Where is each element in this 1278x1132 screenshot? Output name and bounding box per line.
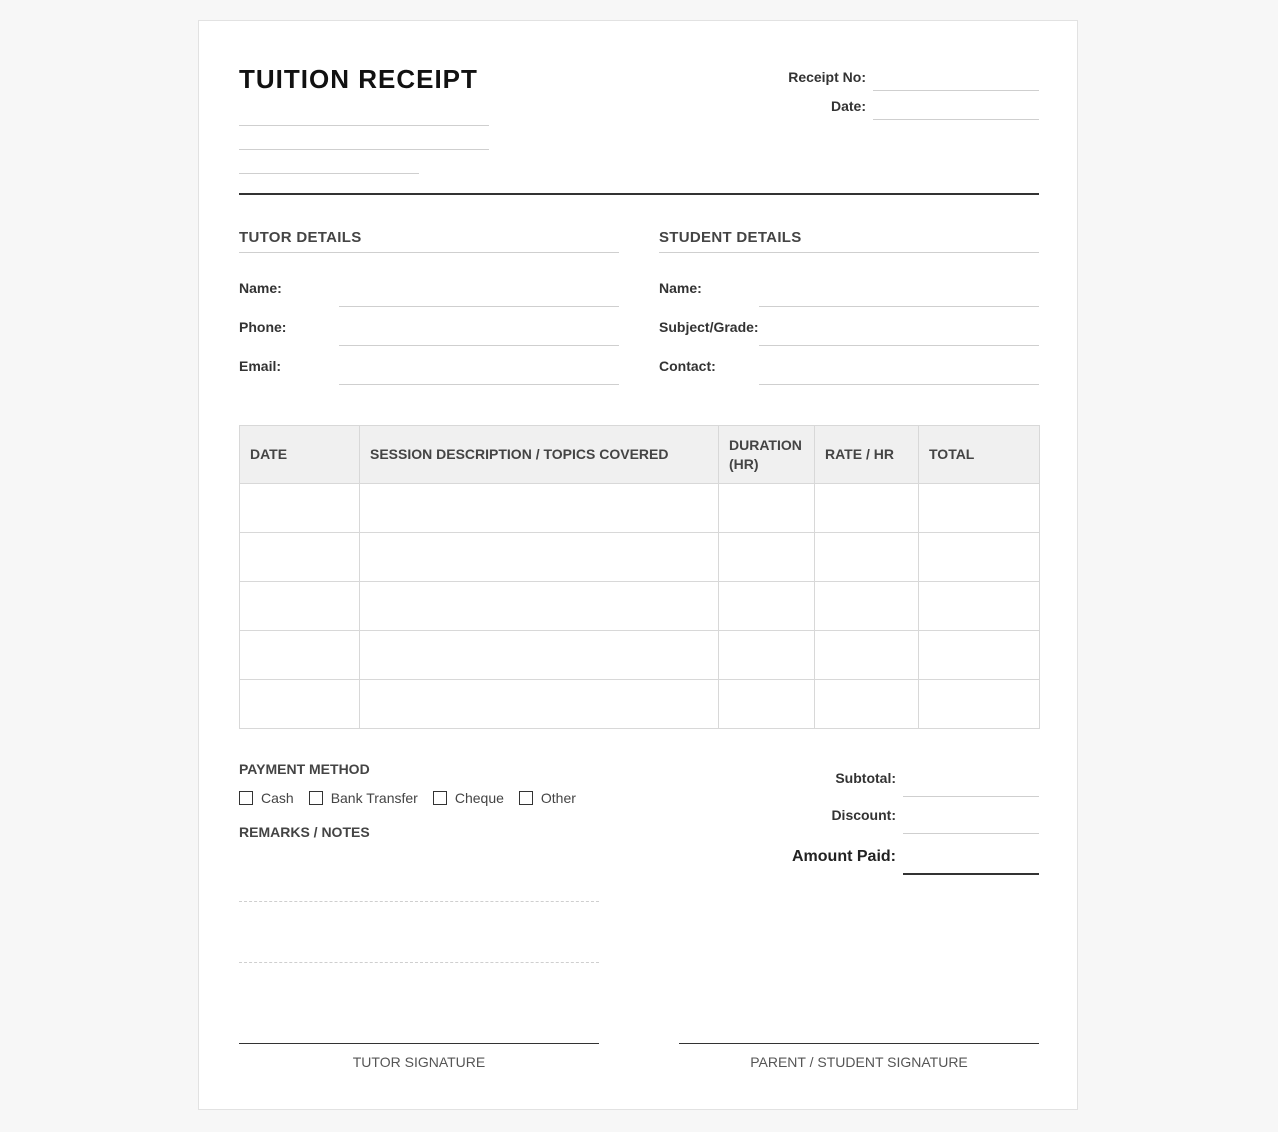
amount-paid-field[interactable]	[903, 873, 1039, 875]
student-subject-field[interactable]	[759, 345, 1039, 346]
receipt-title: TUITION RECEIPT	[239, 64, 478, 94]
payment-method-title: PAYMENT METHOD	[239, 761, 370, 777]
date-label: Date:	[830, 98, 866, 114]
remarks-line-2[interactable]	[239, 962, 599, 963]
tutor-signature-label: TUTOR SIGNATURE	[352, 1054, 486, 1070]
table-row	[240, 631, 1040, 680]
tutor-name-field[interactable]	[339, 306, 619, 307]
table-cell[interactable]	[719, 680, 815, 729]
business-line-1[interactable]	[239, 125, 489, 126]
remarks-line-1[interactable]	[239, 901, 599, 902]
student-subject-label: Subject/Grade:	[659, 319, 759, 335]
table-cell[interactable]	[919, 631, 1040, 680]
student-title-underline	[659, 252, 1039, 253]
sessions-table	[239, 425, 1040, 729]
subtotal-label: Subtotal:	[835, 770, 896, 786]
tutor-email-label: Email:	[239, 358, 282, 374]
parent-signature-line[interactable]	[679, 1043, 1039, 1044]
receipt-no-field[interactable]	[873, 90, 1039, 91]
table-cell[interactable]	[360, 680, 719, 729]
table-cell[interactable]	[240, 631, 360, 680]
student-details-title: STUDENT DETAILS	[659, 229, 802, 246]
checkbox-icon[interactable]	[239, 791, 253, 805]
business-line-2[interactable]	[239, 149, 489, 150]
table-row	[240, 533, 1040, 582]
table-cell[interactable]	[719, 631, 815, 680]
student-name-label: Name:	[659, 280, 702, 296]
payment-option-label: Other	[540, 790, 576, 806]
col-header-date: DATE	[240, 426, 360, 484]
table-cell[interactable]	[919, 484, 1040, 533]
remarks-title: REMARKS / NOTES	[239, 824, 370, 840]
business-line-3[interactable]	[239, 173, 419, 174]
checkbox-icon[interactable]	[309, 791, 323, 805]
date-field[interactable]	[873, 119, 1039, 120]
table-cell[interactable]	[719, 582, 815, 631]
payment-option-label: Bank Transfer	[330, 790, 418, 806]
checkbox-icon[interactable]	[433, 791, 447, 805]
tutor-signature-line[interactable]	[239, 1043, 599, 1044]
table-header-row	[240, 426, 1040, 484]
table-row	[240, 582, 1040, 631]
table-row	[240, 680, 1040, 729]
col-header-rate: RATE / HR	[815, 426, 919, 484]
table-cell[interactable]	[360, 582, 719, 631]
table-cell[interactable]	[815, 533, 919, 582]
table-cell[interactable]	[360, 631, 719, 680]
tutor-email-field[interactable]	[339, 384, 619, 385]
table-cell[interactable]	[240, 680, 360, 729]
col-header-description: SESSION DESCRIPTION / TOPICS COVERED	[360, 426, 719, 484]
table-cell[interactable]	[919, 680, 1040, 729]
payment-option-label: Cash	[261, 790, 294, 806]
discount-label: Discount:	[831, 807, 896, 823]
header-divider	[239, 193, 1039, 195]
table-cell[interactable]	[919, 582, 1040, 631]
discount-field[interactable]	[903, 833, 1039, 834]
payment-option-other[interactable]	[519, 790, 576, 806]
table-cell[interactable]	[815, 484, 919, 533]
tutor-phone-label: Phone:	[239, 319, 287, 335]
table-cell[interactable]	[360, 533, 719, 582]
payment-option-cheque[interactable]	[433, 790, 504, 806]
receipt-no-label: Receipt No:	[788, 69, 866, 85]
student-contact-label: Contact:	[659, 358, 716, 374]
table-row	[240, 484, 1040, 533]
table-cell[interactable]	[719, 533, 815, 582]
receipt-sheet	[198, 20, 1078, 1110]
subtotal-field[interactable]	[903, 796, 1039, 797]
table-cell[interactable]	[240, 484, 360, 533]
table-cell[interactable]	[815, 631, 919, 680]
parent-signature-label: PARENT / STUDENT SIGNATURE	[750, 1054, 968, 1070]
table-cell[interactable]	[815, 680, 919, 729]
student-name-field[interactable]	[759, 306, 1039, 307]
payment-option-bank-transfer[interactable]	[309, 790, 418, 806]
table-cell[interactable]	[815, 582, 919, 631]
payment-options	[239, 790, 591, 806]
tutor-details-title: TUTOR DETAILS	[239, 229, 362, 246]
student-contact-field[interactable]	[759, 384, 1039, 385]
tutor-name-label: Name:	[239, 280, 282, 296]
payment-option-cash[interactable]	[239, 790, 294, 806]
payment-option-label: Cheque	[454, 790, 504, 806]
col-header-duration: DURATION (HR)	[719, 426, 815, 484]
col-header-total: TOTAL	[919, 426, 1040, 484]
amount-paid-label: Amount Paid:	[792, 848, 896, 865]
tutor-phone-field[interactable]	[339, 345, 619, 346]
table-cell[interactable]	[360, 484, 719, 533]
checkbox-icon[interactable]	[519, 791, 533, 805]
table-cell[interactable]	[719, 484, 815, 533]
table-cell[interactable]	[919, 533, 1040, 582]
table-cell[interactable]	[240, 533, 360, 582]
tutor-title-underline	[239, 252, 619, 253]
table-cell[interactable]	[240, 582, 360, 631]
